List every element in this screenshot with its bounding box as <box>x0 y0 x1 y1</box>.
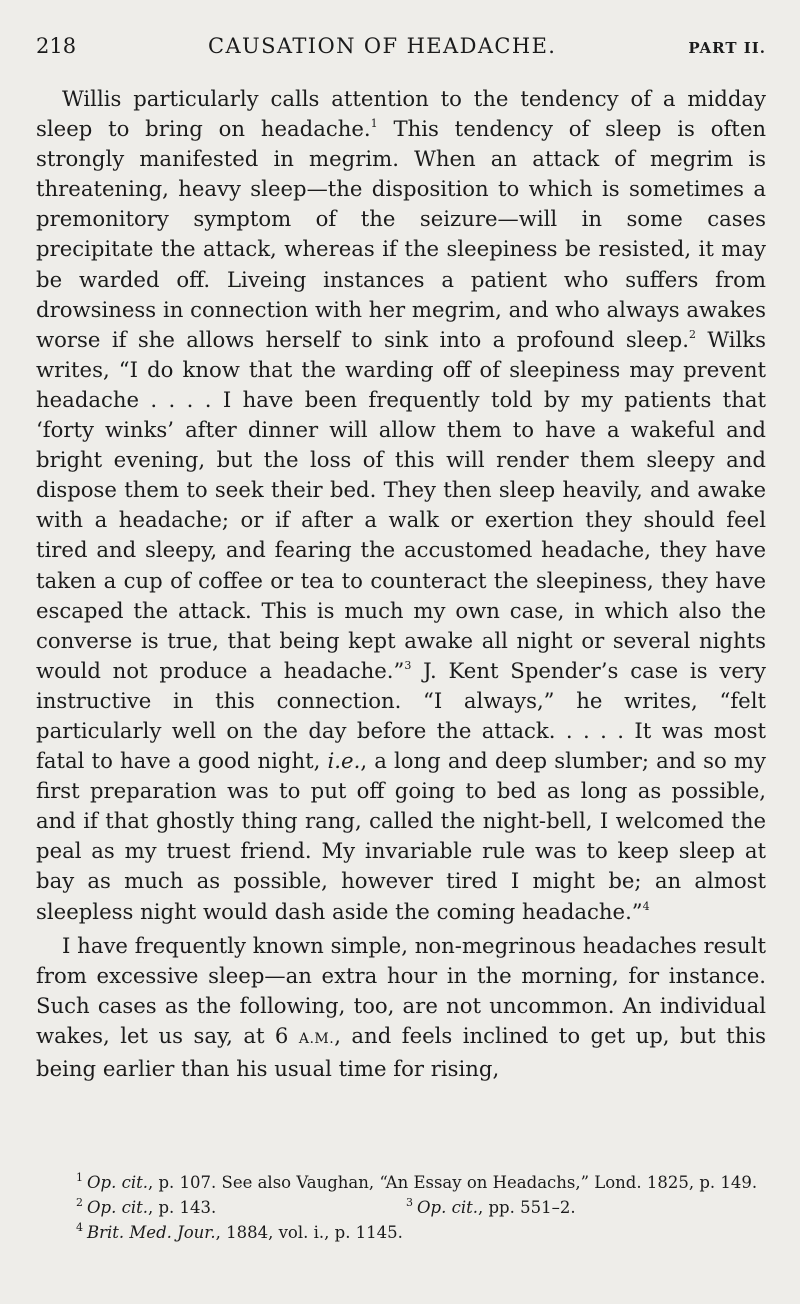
footnote-3-text: , pp. 551–2. <box>477 1198 576 1217</box>
p1-text-5: , a long and deep slumber; and so my first preparation was to put off going to bed as long as possible, and if that ghostly thing rang, called the night-bell, I welcomed the peal as my truest friend. My invariable rule was to keep sleep at bay as much as possible, however tired I might be; an almost sleepless night would dash aside the coming headache.” <box>36 748 766 924</box>
p1-ie: i.e. <box>327 748 361 774</box>
footnote-3-mark: 3 <box>406 1196 413 1209</box>
page-number: 218 <box>36 34 77 58</box>
footnote-ref-4: 4 <box>642 899 650 913</box>
footnote-2-text: , p. 143. <box>147 1198 217 1217</box>
paragraph-2 <box>36 931 766 1084</box>
footnotes <box>36 1170 766 1245</box>
page-header <box>36 34 766 70</box>
footnote-1-text: , p. 107. See also Vaughan, “An Essay on Headachs,” Lond. 1825, p. 149. <box>147 1173 758 1192</box>
paragraph-1 <box>36 84 766 927</box>
footnote-1-mark: 1 <box>76 1171 83 1184</box>
footnote-2-ref: Op. cit. <box>87 1198 148 1217</box>
p2-text-2: , and feels inclined to get up, but this being earlier than his usual time for rising, <box>36 1022 766 1081</box>
body-text <box>36 84 766 1084</box>
footnote-ref-3: 3 <box>404 658 412 672</box>
footnote-row <box>36 1195 766 1220</box>
p2-am: A.M. <box>298 1030 335 1047</box>
footnote-3-ref: Op. cit. <box>417 1198 478 1217</box>
footnote-ref-1: 1 <box>370 117 378 131</box>
part-label: PART II. <box>688 39 766 57</box>
p1-text-4: J. Kent Spender’s case is very instructive in this connection. “I always,” he writes, “felt particularly well on the day before the attack. . . . . It was most fatal to have a good night, <box>36 657 766 774</box>
running-title: CAUSATION OF HEADACHE. <box>208 34 557 58</box>
footnote-3 <box>406 1195 576 1220</box>
p1-text-3: Wilks writes, “I do know that the warding off of sleepiness may prevent headache . . . . I have been frequently told by my patients that ‘forty winks’ after dinner will allow them to have a wakeful and bright evening, but the loss of this will render them sleepy and dispose them to seek their bed. They then sleep heavily, and awake with a headache; or if after a walk or exertion they should feel tired and sleepy, and fearing the accustomed headache, they have taken a cup of coffee or tea to counteract the sleepiness, they have escaped the attack. This is much my own case, in which also the converse is true, that being kept awake all night or several nights would not produce a headache.” <box>36 326 766 683</box>
footnote-ref-2: 2 <box>688 327 696 341</box>
footnote-4-ref: Brit. Med. Jour. <box>87 1223 216 1242</box>
footnote-4-text: , 1884, vol. i., p. 1145. <box>215 1223 403 1242</box>
footnote-4-mark: 4 <box>76 1221 83 1234</box>
p1-text-1: Willis particularly calls attention to the tendency of a midday sleep to bring on headache. <box>36 86 766 142</box>
footnote-2 <box>76 1195 406 1220</box>
footnote-1 <box>36 1170 766 1195</box>
p2-text-1: I have frequently known simple, non-megrinous headaches result from excessive sleep—an extra hour in the morning, for instance. Such cases as the following, too, are not uncommon. An individual wakes, let us say, at 6 <box>36 932 766 1048</box>
footnote-1-ref: Op. cit. <box>87 1173 148 1192</box>
footnote-2-mark: 2 <box>76 1196 83 1209</box>
p1-text-2: This tendency of sleep is often strongly manifested in megrim. When an attack of megrim is threatening, heavy sleep—the disposition to which is sometimes a premonitory symptom of the seizure—will in some cases precipitate the attack, whereas if the sleepiness be resisted, it may be warded off. Liveing instances a patient who suffers from drowsiness in connection with her megrim, and who always awakes worse if she allows herself to sink into a profound sleep. <box>36 116 767 352</box>
footnote-4 <box>36 1220 766 1245</box>
